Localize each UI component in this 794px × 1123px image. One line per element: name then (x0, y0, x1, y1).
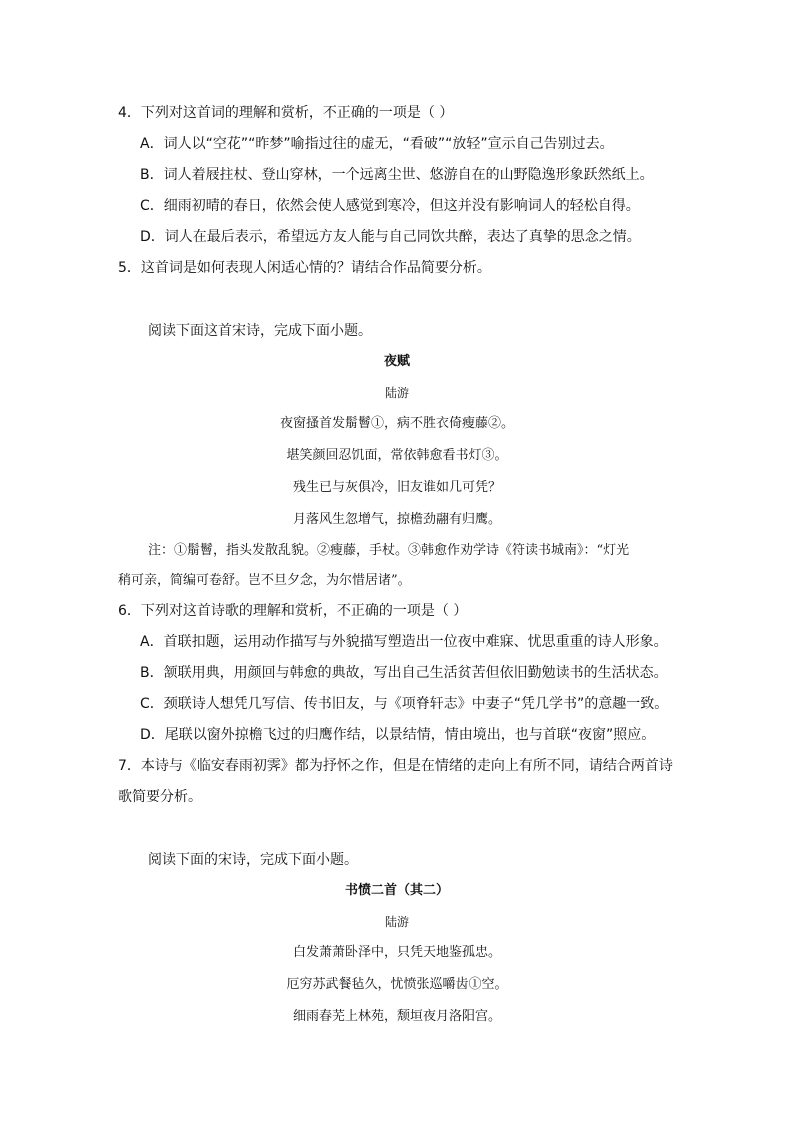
poem-annotation: 注：①鬅鬙，指头发散乱貌。②瘦藤，手杖。③韩愈作劝学诗《符读书城南》：“灯光 (148, 543, 630, 558)
poem-line: 白发萧萧卧泽中，只凭天地鉴孤忠。 (292, 945, 501, 960)
question-6-option-d: D．尾联以窗外掠檐飞过的归鹰作结，以景结情，情由境出，也与首联“夜窗”照应。 (140, 727, 656, 743)
question-6-option-c: C．颈联诗人想凭几写信、传书旧友，与《项脊轩志》中妻子“凭几学书”的意趣一致。 (140, 696, 669, 712)
question-4-stem: 4．下列对这首词的理解和赏析，不正确的一项是（ ） (118, 105, 454, 121)
poem-title: 夜赋 (383, 354, 410, 369)
question-5-stem: 5．这首词是如何表现人闲适心情的？请结合作品简要分析。 (118, 260, 491, 276)
section-2-intro: 阅读下面这首宋诗，完成下面小题。 (148, 323, 372, 339)
section-3-intro: 阅读下面的宋诗，完成下面小题。 (148, 852, 358, 868)
poem-author: 陆游 (384, 915, 409, 929)
poem-line: 残生已与灰俱冷，旧友谁如几可凭？ (292, 480, 501, 495)
poem-author: 陆游 (384, 386, 409, 400)
question-6-stem: 6．下列对这首诗歌的理解和赏析，不正确的一项是（ ） (118, 603, 468, 619)
poem-line: 月落风生忽增气，掠檐劲翮有归鹰。 (292, 512, 501, 527)
poem-title: 书愤二首（其二） (344, 883, 449, 898)
poem-line: 细雨春芜上林苑，颓垣夜月洛阳宫。 (292, 1009, 501, 1024)
question-7-stem-continued: 歌简要分析。 (118, 789, 202, 805)
question-4-option-d: D．词人在最后表示，希望远方友人能与自己同饮共醉，表达了真挚的思念之情。 (140, 229, 641, 245)
question-6-option-b: B．颔联用典，用颜回与韩愈的典故，写出自己生活贫苦但依旧勤勉读书的生活状态。 (140, 665, 668, 681)
question-6-option-a: A．首联扣题，运用动作描写与外貌描写塑造出一位夜中难寐、忧思重重的诗人形象。 (140, 634, 668, 650)
question-7-stem: 7．本诗与《临安春雨初霁》都为抒怀之作，但是在情绪的走向上有所不同，请结合两首诗 (118, 758, 673, 774)
question-4-option-a: A．词人以“空花”“昨梦”喻指过往的虚无，“看破”“放轻”宣示自己告别过去。 (140, 136, 614, 152)
question-4-option-b: B．词人着屐拄杖、登山穿林，一个远离尘世、悠游自在的山野隐逸形象跃然纸上。 (140, 167, 654, 183)
question-4-option-c: C．细雨初晴的春日，依然会使人感觉到寒冷，但这并没有影响词人的轻松自得。 (140, 198, 640, 214)
poem-line: 夜窗搔首发鬅鬙①，病不胜衣倚瘦藤②。 (279, 416, 514, 431)
poem-annotation-continued: 稍可亲，简编可卷舒。岂不旦夕念，为尔惜居诸”。 (118, 573, 411, 588)
poem-line: 厄穷苏武餐毡久，忧愤张巡嚼齿①空。 (286, 977, 508, 992)
poem-line: 堪笑颜回忍饥面，常依韩愈看书灯③。 (286, 448, 508, 463)
